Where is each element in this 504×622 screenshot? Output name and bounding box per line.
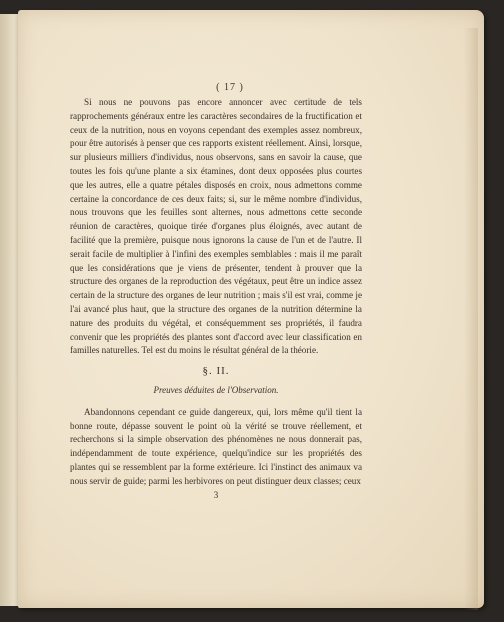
page-text: [70, 96, 362, 501]
page-number: ( 17 ): [216, 82, 244, 93]
signature-mark: 3: [213, 489, 219, 500]
paragraph-1: Si nous ne pouvons pas encore annoncer avec certitude de tels rapprochements généraux entre les caractères secondaires de la fructification et ceux de la nutrition, nous en voyons cependant des exemples assez nombreux, pour être autorisés à penser que ces rapports existent réellement. Ainsi, lorsque, sur plusieurs milliers d'individus, nous observons, sans en savoir la cause, que toutes les fois qu'une plante a six étamines, dont deux opposées plus courtes que les autres, elle a quatre pétales disposés en croix, nous admettons comme certaine la concordance de ces deux faits; si, sur le même nombre d'individus, nous trouvons que les feuilles sont alternes, nous admettons cette seconde réunion de caractères, quoique tirée d'organes plus éloignés, avec autant de facilité que la première, puisque nous ignorons la cause de l'un et de l'autre. Il serait facile de multiplier à l'infini des exemples semblables : mais il me paraît que les considérations que je viens de présenter, tendent à prouver que la structure des organes de la reproduction des végétaux, peut être un indice assez certain de la structure des organes de leur nutrition ; mais s'il est vrai, comme je l'ai avancé plus haut, que la structure des organes de la nutrition détermine la nature des produits du végétal, et conséquemment ses propriétés, il faudra convenir que les propriétés des plantes sont d'accord avec leur classification en familles naturelles. Tel est du moins le résultat général de la théorie.: [70, 97, 362, 356]
section-heading: §. II.: [202, 365, 230, 378]
paragraph-2: Abandonnons cependant ce guide dangereux, qui, lors même qu'il tient la bonne route, dépasse souvent le point où la vérité se trouve réellement, et recherchons si la simple observation des phénomènes ne nous donnerait pas, indépendamment de toute expérience, quelqu'indice sur les propriétés des plantes qui se ressemblent par la forme extérieure. Ici l'instinct des animaux va nous servir de guide; parmi les herbivores on peut distinguer deux classes; ceux: [70, 406, 362, 486]
section-subtitle: Preuves déduites de l'Observation.: [153, 384, 279, 395]
page-shadow: [464, 28, 478, 610]
